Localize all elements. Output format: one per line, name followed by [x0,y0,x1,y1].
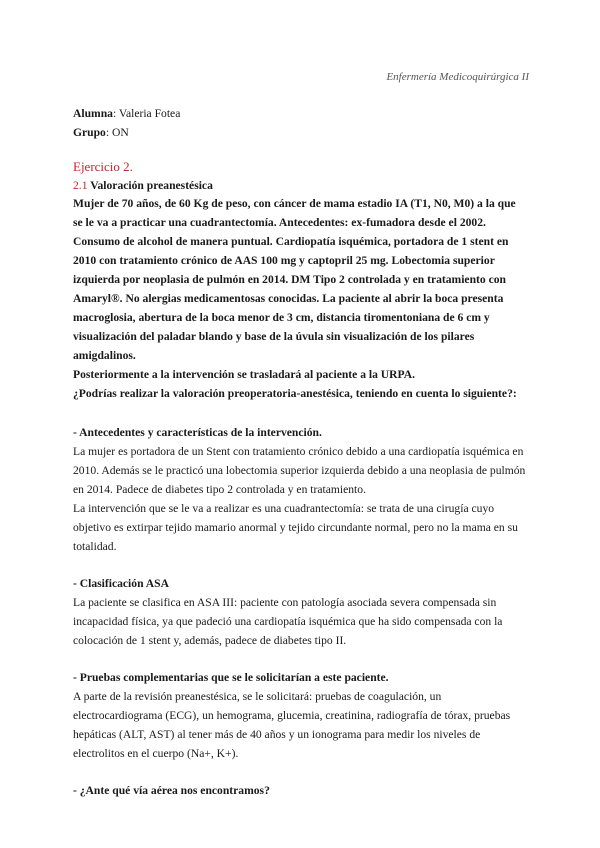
grupo-label: Grupo [73,126,106,139]
section-heading [73,176,528,194]
section-4-title: - ¿Ante qué vía aérea nos encontramos? [73,784,270,797]
followup-note: Posteriormente a la intervención se trasladará al paciente a la URPA. [73,368,416,381]
section-3-paragraph-1: A parte de la revisión preanestésica, se le solicitará: pruebas de coagulación, un electrocardiograma (ECG), un hemograma, glucemia, creatinina, radiografía de tórax, pruebas hepáticas (ALT, AST) al tener más de 40 años y un ionograma para medir los niveles de electrolitos en el cuerpo (Na+, K+). [73,690,511,760]
section-2-paragraph-1: La paciente se clasifica en ASA III: paciente con patología asociada severa compensada sin incapacidad física, ya que padeció una cardiopatía isquémica que ha sido compensada con la colocación de 1 stent y, además, padece de diabetes tipo II. [73,596,503,647]
section-2-title: - Clasificación ASA [73,577,169,590]
section-3-title: - Pruebas complementarias que se le solicitarían a este paciente. [73,671,389,684]
section-title: Valoración preanestésica [87,179,213,192]
section-1-title: - Antecedentes y características de la intervención. [73,426,322,439]
student-group-line [73,123,528,142]
course-header: Enfermería Medicoquirúrgica II [386,71,529,83]
case-description: Mujer de 70 años, de 60 Kg de peso, con cáncer de mama estadio IA (T1, N0, M0) a la que se le va a practicar una cuadrantectomía. Antecedentes: ex-fumadora desde el 2002. Consumo de alcohol de manera puntual. Cardiopatía isquémica, portadora de 1 stent en 2010 con tratamiento crónico de AAS 100 mg y captopril 25 mg. Lobectomia superior izquierda por neoplasia de pulmón en 2014. DM Tipo 2 controlada y en tratamiento con Amaryl®. No alergias medicamentosas conocidas. La paciente al abrir la boca presenta macroglosia, abertura de la boca menor de 3 cm, distancia tiromentoniana de 6 cm y visualización del paladar blando y base de la úvula sin visualización de los pilares amigdalinos. [73,197,516,362]
exercise-question: ¿Podrías realizar la valoración preoperatoria-anestésica, teniendo en cuenta lo siguiente?: [73,387,517,400]
exercise-title: Ejercicio 2. [73,159,133,174]
grupo-value: : ON [105,126,129,139]
student-name-line [73,104,528,123]
alumna-value: : Valeria Fotea [112,107,181,120]
document-body [73,104,528,800]
alumna-label: Alumna [73,107,113,120]
section-1-paragraph-2: La intervención que se le va a realizar es una cuadrantectomía: se trata de una cirugía cuyo objetivo es extirpar tejido mamario anormal y tejido circundante normal, pero no la mama en su totalidad. [73,502,518,553]
section-number: 2.1 [73,179,88,192]
section-1-paragraph-1: La mujer es portadora de un Stent con tratamiento crónico debido a una cardiopatía isquémica en 2010. Además se le practicó una lobectomia superior izquierda debido a una neoplasia de pulmón en 2014. Padece de diabetes tipo 2 controlada y en tratamiento. [73,445,526,496]
